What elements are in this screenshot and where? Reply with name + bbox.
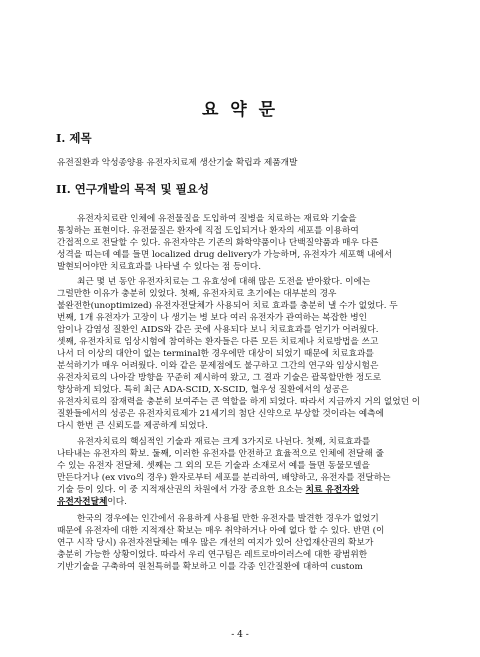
p3-line: 만든다거나 (ex vivo의 경우) 환자로부터 세포를 분리하여, 배양하고, 유전자를 전달하는 — [57, 473, 391, 483]
p3-line: 유전자치료의 핵심적인 기술과 재료는 크게 3가지로 나뉜다. 첫째, 치료효과를 — [77, 437, 371, 447]
page-number: - 4 - — [231, 630, 249, 640]
p2-line: 번째, 1개 유전자가 고장이 나 생기는 병 보다 여러 유전자가 관여하는 복잡한 병인 — [57, 313, 367, 323]
section1-heading: I. 제목 — [56, 131, 92, 145]
page-title: 요 약 문 — [201, 100, 279, 120]
p3-bold-text: 치료 유전자와 — [305, 485, 359, 495]
p3-text: 기술 등이 있다. 이 중 지적재산권의 차원에서 가장 중요한 요소는 — [57, 485, 303, 495]
p3-bold-text: 유전자전달체 — [57, 497, 108, 507]
p2-line: 향상하게 되었다. 특히 최근 ADA-SCID, X-SCID, 혈우성 질환에서의 성공은 — [57, 385, 349, 395]
p3-line: 나타내는 유전자의 확보. 둘째, 이러한 유전자를 안전하고 효율적으로 인체에 전달해 줄 — [57, 449, 384, 459]
p1-line: 유전자치료란 인체에 유전물질을 도입하여 질병을 치료하는 재료와 기술을 — [77, 214, 357, 224]
p4-line: 한국의 경우에는 인간에서 유용하게 사용될 만한 유전자를 발견한 경우가 없었기 — [77, 514, 379, 524]
p2-line: 암이나 감염성 질환인 AIDS와 같은 곳에 사용되다 보니 치료효과를 얻기가 어려웠다. — [57, 325, 379, 335]
p4-line: 때문에 유전자에 대한 지적재산 확보는 매우 취약하거나 아예 없다 할 수 있다. 반면 (이 — [57, 526, 385, 536]
p1-line: 간접적으로 전달할 수 있다. 유전자약은 기존의 화학약품이나 단백질약품과 매우 다른 — [57, 238, 379, 248]
p1-line: 발현되어야만 치료효과를 나타낼 수 있다는 점 등이다. — [57, 262, 261, 272]
p3-line: 수 있는 유전자 전달체. 셋째는 그 외의 모든 기술과 소재로서 예를 들면 동물모델을 — [57, 461, 370, 471]
section2-heading: II. 연구개발의 목적 및 필요성 — [56, 182, 209, 196]
p2-line: 최근 몇 년 동안 유전자치료는 그 유효성에 대해 많은 도전을 받아왔다. 이에는 — [77, 277, 371, 287]
p2-line: 질환들에서의 성공은 유전자치료제가 21세기의 첨단 신약으로 부상할 것이라는 예측에 — [57, 409, 384, 419]
p1-line: 통칭하는 표현이다. 유전물질은 환자에 직접 도입되거나 환자의 세포를 이용하여 — [57, 226, 359, 236]
p2-line: 불완전한(unoptimized) 유전자전달체가 사용되어 치료 효과를 충분히 낼 수가 없었다. 두 — [57, 301, 398, 311]
p3-text: 이다. — [107, 497, 127, 507]
p4-line: 충분히 가능한 상황이었다. 따라서 우리 연구팀은 레트로바이러스에 대한 광범위한 — [57, 550, 368, 560]
p3-line — [57, 484, 427, 496]
p2-line: 그럴만한 이유가 충분히 있었다. 첫째, 유전자치료 초기에는 대부분의 경우 — [57, 289, 337, 299]
p2-line: 유전자치료의 나아갈 방향을 꾸준히 제시하여 왔고, 그 결과 기술은 괄목할만한 정도로 — [57, 373, 382, 383]
p2-line: 유전자치료의 잠재력을 충분히 보여주는 큰 역할을 하게 되었다. 따라서 지금까지 거의 없었던 이 — [57, 397, 421, 407]
p2-line: 나서 더 이상의 대안이 없는 terminal한 경우에만 대상이 되었기 때문에 치료효과를 — [57, 349, 374, 359]
p2-line: 셋째, 유전자치료 임상시험에 참여하는 환자들은 다른 모든 치료제나 치료방법을 쓰고 — [57, 337, 379, 347]
p4-line: 기반기술을 구축하여 원천특허를 확보하고 이를 각종 인간질환에 대하여 custom — [57, 562, 363, 572]
section1-text: 유전질환과 악성종양용 유전자치료제 생산기술 확립과 제품개발 — [57, 158, 298, 168]
p3-line — [57, 496, 427, 508]
p4-line: 연구 시작 당시) 유전자전달체는 매우 많은 개선의 여지가 있어 산업재산권의 확보가 — [57, 538, 374, 548]
p2-line: 다시 한번 큰 신뢰도를 제공하게 되었다. — [57, 421, 208, 431]
p2-line: 분석하기가 매우 어려웠다. 이와 같은 문제점에도 불구하고 그간의 연구와 임상시험은 — [57, 361, 379, 371]
p1-line: 성격을 띠는데 예를 들면 localized drug delivery가 가능하며, 유전자가 세포핵 내에서 — [57, 250, 393, 260]
